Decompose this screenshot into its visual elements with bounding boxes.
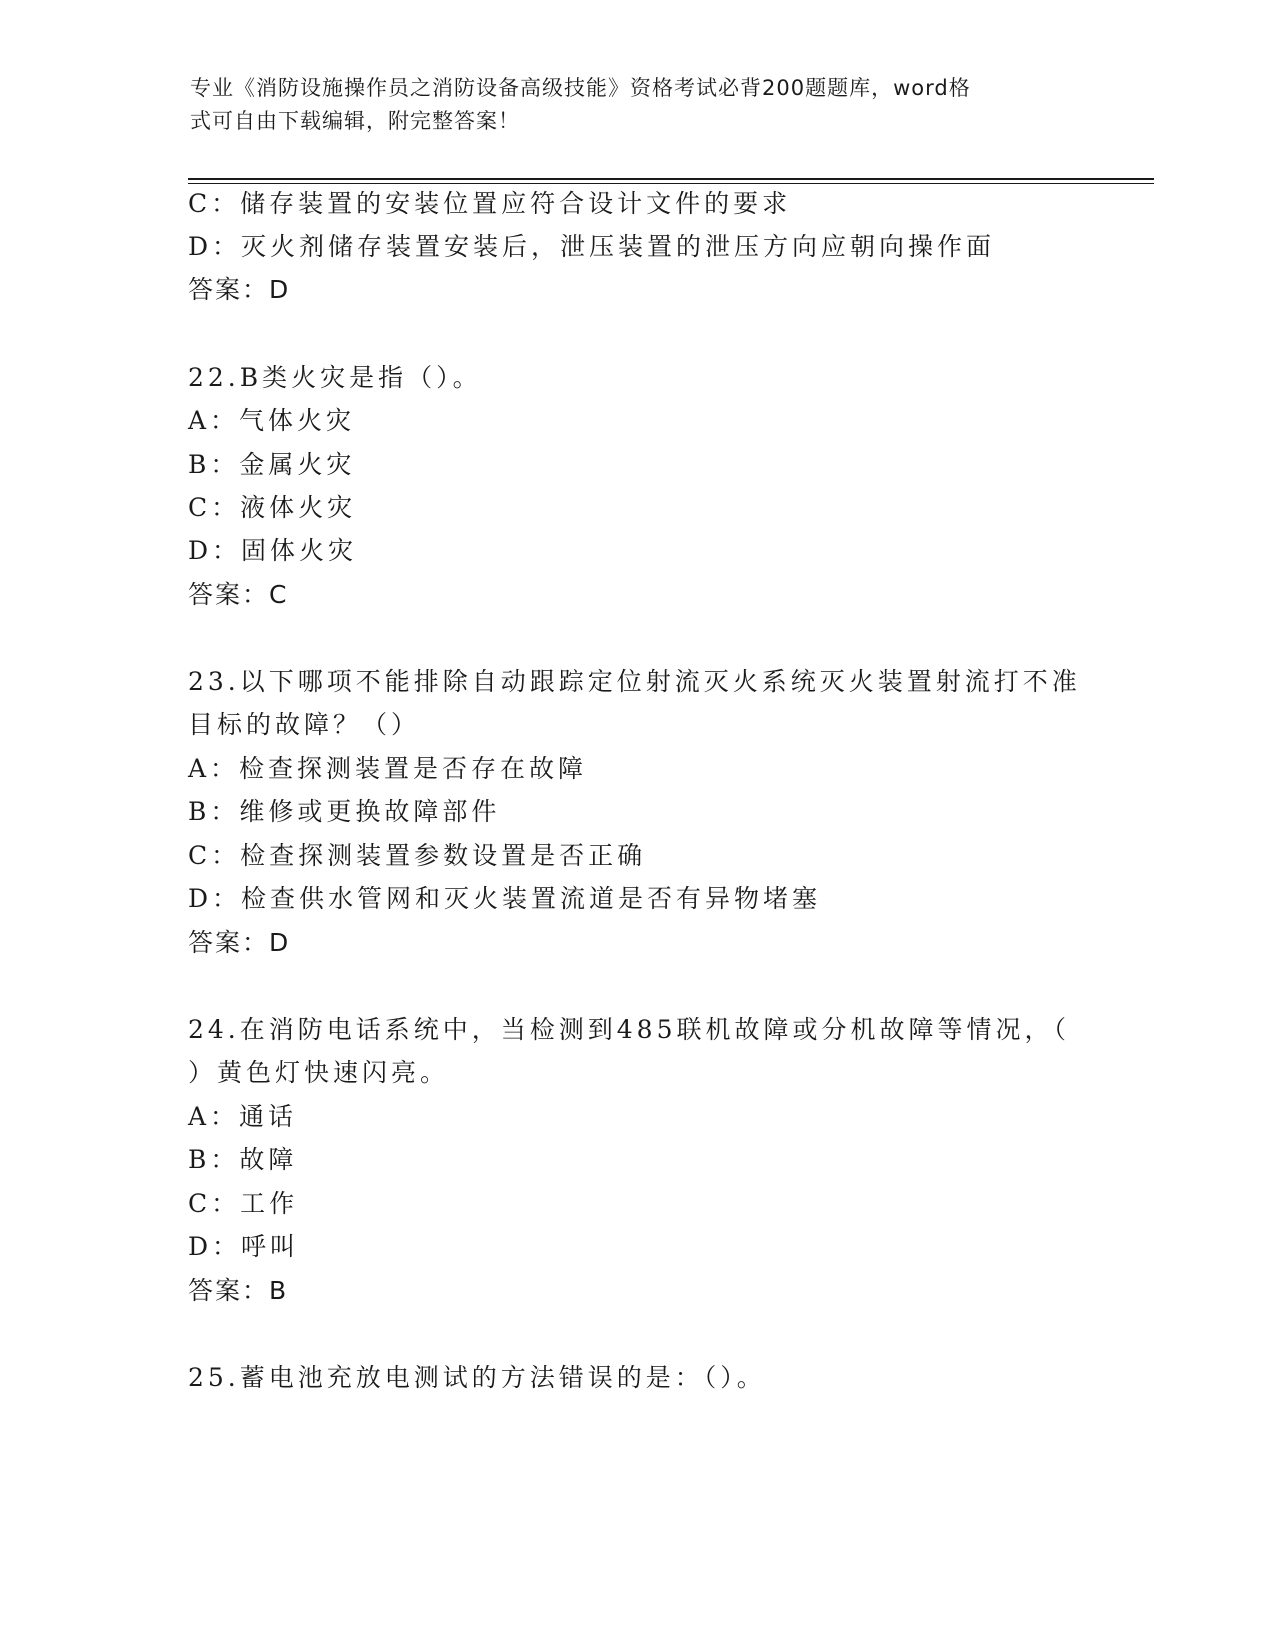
header-divider-thin — [188, 183, 1154, 184]
q23-option-d: D：检查供水管网和灭火装置流道是否有异物堵塞 — [188, 884, 822, 913]
q23-option-c: C：检查探测装置参数设置是否正确 — [188, 841, 647, 870]
q21-option-d: D：灭火剂储存装置安装后，泄压装置的泄压方向应朝向操作面 — [188, 232, 996, 261]
header-divider-thick — [188, 178, 1154, 180]
q23-question-line-2: 目标的故障？（） — [188, 710, 421, 739]
q22-option-d: D：固体火灾 — [188, 536, 358, 565]
q21-answer: 答案：D — [188, 275, 291, 304]
q24-answer: 答案：B — [188, 1276, 289, 1305]
document-header — [190, 72, 1070, 138]
q24-option-c: C：工作 — [188, 1189, 299, 1218]
q24-option-d: D：呼叫 — [188, 1232, 300, 1261]
q24-question-line-2: ）黄色灯快速闪亮。 — [188, 1058, 450, 1087]
q22-answer: 答案：C — [188, 580, 289, 609]
header-line-2: 式可自由下载编辑，附完整答案！ — [190, 109, 520, 133]
q24-question-line-1: 24.在消防电话系统中，当检测到485联机故障或分机故障等情况，（ — [188, 1015, 1070, 1044]
q21-option-c: C：储存装置的安装位置应符合设计文件的要求 — [188, 189, 792, 218]
q22-option-b: B：金属火灾 — [188, 450, 356, 479]
q22-option-c: C：液体火灾 — [188, 493, 357, 522]
header-line-1: 专业《消防设施操作员之消防设备高级技能》资格考试必背200题题库，word格 — [190, 76, 971, 100]
q22-option-a: A：气体火灾 — [188, 406, 356, 435]
q23-option-a: A：检查探测装置是否存在故障 — [188, 754, 588, 783]
q23-option-b: B：维修或更换故障部件 — [188, 797, 501, 826]
q24-option-a: A：通话 — [188, 1102, 298, 1131]
q23-question-line-1: 23.以下哪项不能排除自动跟踪定位射流灭火系统灭火装置射流打不准 — [188, 667, 1081, 696]
q22-question: 22.B类火灾是指（）。 — [188, 363, 482, 392]
q24-option-b: B：故障 — [188, 1145, 298, 1174]
q25-question: 25.蓄电池充放电测试的方法错误的是：（）。 — [188, 1363, 766, 1392]
q23-answer: 答案：D — [188, 928, 291, 957]
